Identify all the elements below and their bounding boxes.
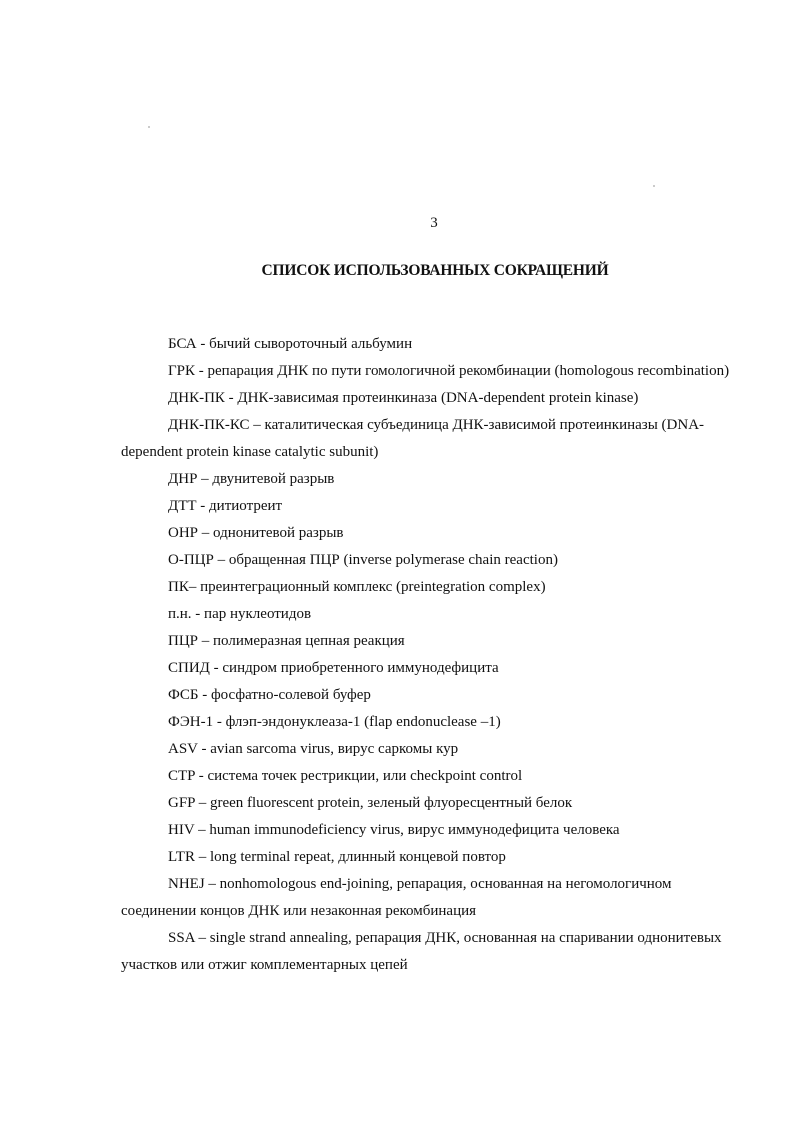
abbreviation-entry: СПИД - синдром приобретенного иммунодефицита <box>168 660 499 676</box>
abbreviation-entry: LTR – long terminal repeat, длинный концевой повтор <box>168 849 506 865</box>
abbreviation-entry: ПК– преинтеграционный комплекс (preintegration complex) <box>168 579 546 595</box>
abbreviation-entry: ДНК-ПК - ДНК-зависимая протеинкиназа (DNA-dependent protein kinase) <box>168 390 639 406</box>
abbreviation-entry: HIV – human immunodeficiency virus, вирус иммунодефицита человека <box>168 822 620 838</box>
scan-speck <box>148 126 150 128</box>
abbreviation-entry: ASV - avian sarcoma virus, вирус саркомы кур <box>168 741 459 757</box>
abbreviation-entry: О-ПЦР – обращенная ПЦР (inverse polymerase chain reaction) <box>168 552 558 568</box>
abbreviation-entry: ДТТ - дитиотреит <box>168 498 283 514</box>
page-number: 3 <box>430 215 438 231</box>
abbreviation-entry: SSA – single strand annealing, репарация ДНК, основанная на спаривании однонитевых участков или отжиг комплементарных цепей <box>121 930 722 973</box>
page-title: СПИСОК ИСПОЛЬЗОВАННЫХ СОКРАЩЕНИЙ <box>261 262 609 279</box>
abbreviation-entry: БСА - бычий сывороточный альбумин <box>168 336 413 352</box>
abbreviation-entry: п.н. - пар нуклеотидов <box>168 606 312 622</box>
abbreviation-entry: ФЭН-1 - флэп-эндонуклеаза-1 (flap endonuclease –1) <box>168 714 501 730</box>
abbreviation-entry: ОНР – однонитевой разрыв <box>168 525 344 541</box>
abbreviation-entry: ФСБ - фосфатно-солевой буфер <box>168 687 371 703</box>
abbreviation-entry: ГРК - репарация ДНК по пути гомологичной рекомбинации (homologous recombination) <box>168 363 730 379</box>
abbreviation-entry: CTP - система точек рестрикции, или checkpoint control <box>168 768 523 784</box>
abbreviation-entry: GFP – green fluorescent protein, зеленый флуоресцентный белок <box>168 795 573 811</box>
abbreviation-entry: ДНР – двунитевой разрыв <box>168 471 335 487</box>
scan-speck <box>653 185 655 187</box>
abbreviation-entry: ПЦР – полимеразная цепная реакция <box>168 633 405 649</box>
abbreviation-entry: ДНК-ПК-КС – каталитическая субъединица ДНК-зависимой протеинкиназы (DNA-dependent protein kinase catalytic subunit) <box>121 417 705 460</box>
abbreviation-entry: NHEJ – nonhomologous end-joining, репарация, основанная на негомологичном соединении концов ДНК или незаконная рекомбинация <box>121 876 672 919</box>
abbreviations-list <box>121 331 746 979</box>
